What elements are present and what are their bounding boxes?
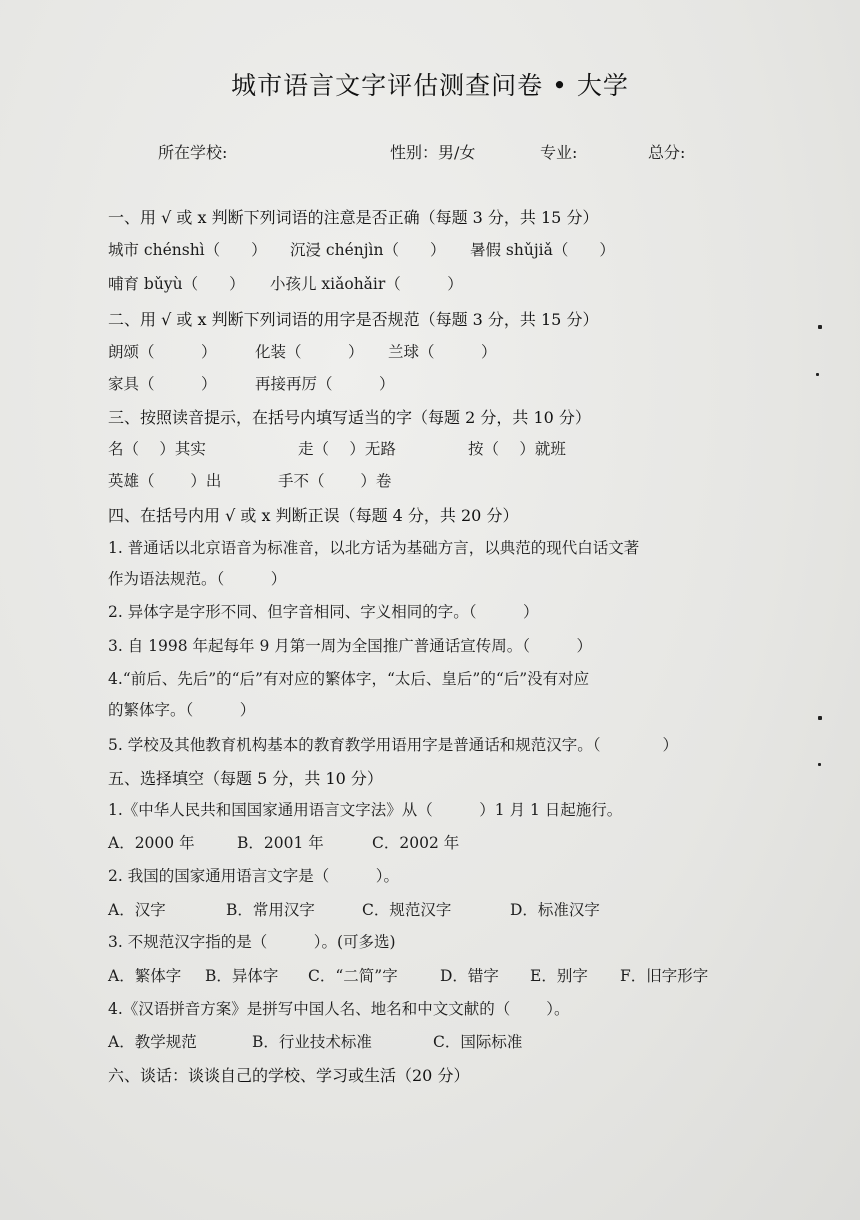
s5-q3-option: B．异体字 bbox=[205, 967, 279, 985]
s5-q2-option: A．汉字 bbox=[108, 901, 166, 919]
s5-q3-option: F．旧字形字 bbox=[620, 967, 709, 985]
section-2-heading: 二、用 √ 或 x 判断下列词语的用字是否规范（每题 3 分，共 15 分） bbox=[108, 310, 599, 329]
s5-q4-option: A．教学规范 bbox=[108, 1033, 197, 1051]
s5-q3-option: A．繁体字 bbox=[108, 967, 182, 985]
s2-item: 再接再厉（ ） bbox=[255, 375, 395, 393]
s4-question-2: 2. 异体字是字形不同、但字音相同、字义相同的字。（ ） bbox=[108, 603, 539, 621]
s4-question-5: 5. 学校及其他教育机构基本的教育教学用语用字是普通话和规范汉字。（ ） bbox=[108, 736, 678, 754]
s1-item: 哺育 bǔyù（ ） bbox=[108, 275, 245, 293]
s5-q3-option: E．别字 bbox=[530, 967, 588, 985]
s4-question-1: 1. 普通话以北京语音为标准音，以北方话为基础方言，以典范的现代白话文著 bbox=[108, 539, 640, 557]
s3-item: 手不（ ）卷 bbox=[278, 472, 392, 490]
s3-item: 名（ ）其实 bbox=[108, 440, 206, 458]
s5-question-1: 1.《中华人民共和国国家通用语言文字法》从（ ）1 月 1 日起施行。 bbox=[108, 801, 623, 819]
section-6-heading: 六、谈话：谈谈自己的学校、学习或生活（20 分） bbox=[108, 1066, 470, 1085]
total-score-label: 总分: bbox=[648, 143, 686, 162]
s2-item: 家具（ ） bbox=[108, 375, 217, 393]
section-5-heading: 五、选择填空（每题 5 分，共 10 分） bbox=[108, 769, 383, 788]
section-4-heading: 四、在括号内用 √ 或 x 判断正误（每题 4 分，共 20 分） bbox=[108, 506, 519, 525]
s3-item: 英雄（ ）出 bbox=[108, 472, 222, 490]
s1-item: 沉浸 chénjìn（ ） bbox=[290, 241, 446, 259]
school-label: 所在学校: bbox=[158, 143, 228, 162]
scan-speck bbox=[816, 373, 819, 376]
s5-question-4: 4.《汉语拼音方案》是拼写中国人名、地名和中文文献的（ ）。 bbox=[108, 1000, 570, 1018]
s5-q1-option: B．2001 年 bbox=[237, 834, 324, 852]
s5-q3-option: D．错字 bbox=[440, 967, 499, 985]
s4-question-4: 4.“前后、先后”的“后”有对应的繁体字，“太后、皇后”的“后”没有对应 bbox=[108, 670, 590, 688]
s3-item: 走（ ）无路 bbox=[298, 440, 396, 458]
page-title: 城市语言文字评估测查问卷 • 大学 bbox=[231, 71, 629, 100]
major-label: 专业: bbox=[540, 143, 578, 162]
s4-question-1-cont: 作为语法规范。（ ） bbox=[108, 570, 287, 588]
s5-q4-option: C．国际标准 bbox=[433, 1033, 523, 1051]
s5-q1-option: A．2000 年 bbox=[108, 834, 195, 852]
scan-speck bbox=[818, 763, 821, 766]
s2-item: 兰球（ ） bbox=[388, 343, 497, 361]
section-3-heading: 三、按照读音提示，在括号内填写适当的字（每题 2 分，共 10 分） bbox=[108, 408, 591, 427]
s5-q3-option: C．“二简”字 bbox=[308, 967, 398, 985]
scan-speck bbox=[818, 325, 822, 329]
s2-item: 朗颂（ ） bbox=[108, 343, 217, 361]
s5-question-2: 2. 我国的国家通用语言文字是（ ）。 bbox=[108, 867, 399, 885]
s5-question-3: 3. 不规范汉字指的是（ ）。(可多选) bbox=[108, 933, 396, 951]
gender-label: 性别：男/女 bbox=[390, 143, 476, 162]
s5-q1-option: C．2002 年 bbox=[372, 834, 460, 852]
section-1-heading: 一、用 √ 或 x 判断下列词语的注意是否正确（每题 3 分，共 15 分） bbox=[108, 208, 599, 227]
s3-item: 按（ ）就班 bbox=[468, 440, 566, 458]
s4-question-4-cont: 的繁体字。（ ） bbox=[108, 701, 256, 719]
s5-q4-option: B．行业技术标准 bbox=[252, 1033, 372, 1051]
s1-item: 小孩儿 xiǎohǎir（ ） bbox=[270, 275, 463, 293]
s5-q2-option: C．规范汉字 bbox=[362, 901, 452, 919]
scan-speck bbox=[818, 716, 822, 720]
s5-q2-option: B．常用汉字 bbox=[226, 901, 315, 919]
s5-q2-option: D．标准汉字 bbox=[510, 901, 600, 919]
s2-item: 化装（ ） bbox=[255, 343, 364, 361]
s1-item: 暑假 shǔjiǎ（ ） bbox=[470, 241, 615, 259]
s1-item: 城市 chénshì（ ） bbox=[108, 241, 267, 259]
s4-question-3: 3. 自 1998 年起每年 9 月第一周为全国推广普通话宣传周。（ ） bbox=[108, 637, 592, 655]
